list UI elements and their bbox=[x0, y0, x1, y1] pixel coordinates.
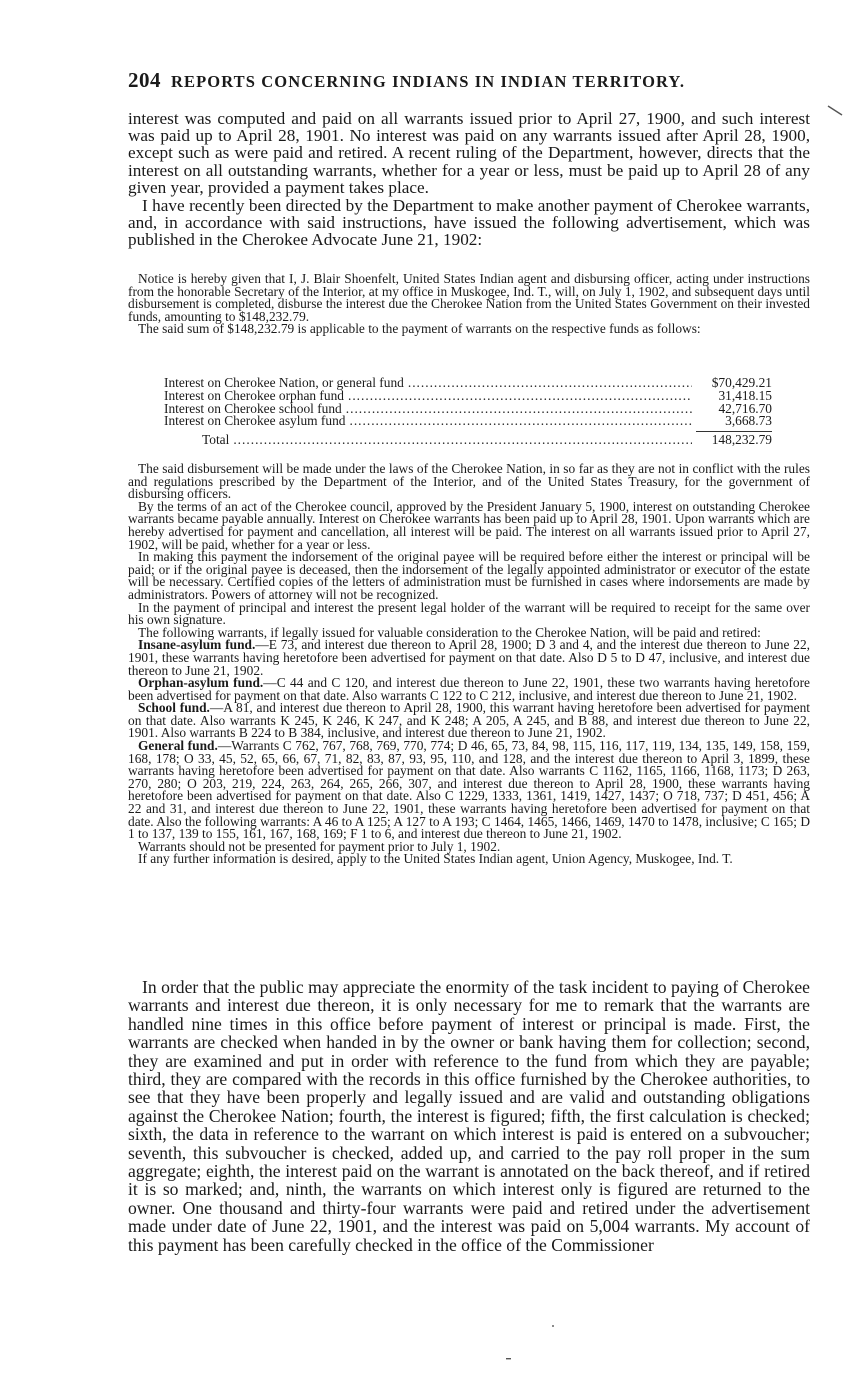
closing-paragraph: In order that the public may appreciate the enormity of the task incident to paying of Cherokee warrants and interest due thereon, it is only necessary for me to remark that the warrants are handled nine times in this office before payment of interest or principal is made. First, the warrants are checked when handed in by the owner or bank having them for collection; second, they are examined and put in order with reference to the fund from which they are payable; third, they are compared with the records in this office furnished by the Cherokee authorities, to see that they have been properly and legally issued and are valid and outstanding obligations against the Cherokee Nation; fourth, the interest is figured; fifth, the first calculation is checked; sixth, the data in reference to the warrant on which interest is paid is entered on a subvoucher; seventh, this subvoucher is checked, added up, and carried to the pay roll proper in the sum aggregate; eighth, the interest paid on the warrant is annotated on the back thereof, and if retired it is so marked; and, ninth, the warrants on which interest only is figured are returned to the owner. One thousand and thirty-four warrants were paid and retired under the advertisement made under date of June 22, 1901, and the interest was paid on 5,004 warrants. My account of this payment has been carefully checked in the office of the Commissioner bbox=[128, 977, 810, 1255]
fund-label: Interest on Cherokee school fund bbox=[164, 400, 342, 416]
intro-paragraph-2: I have recently been directed by the Department to make another payment of Cherokee warrants, and, in accordance with said instructions, have issued the following advertisement, which was published in the Cherokee Advocate June 21, 1902: bbox=[128, 196, 810, 250]
notice-paragraph-7: The following warrants, if legally issued for valuable consideration to the Cherokee Nation, will be paid and retired: bbox=[138, 624, 761, 640]
notice-continuation bbox=[128, 463, 810, 866]
insane-asylum-fund-heading: Insane-asylum fund. bbox=[138, 637, 256, 653]
notice-paragraph-2: The said sum of $148,232.79 is applicable to the payment of warrants on the respective funds as follows: bbox=[138, 321, 701, 337]
intro-text bbox=[128, 110, 810, 249]
notice-paragraph-6: In the payment of principal and interest the present legal holder of the warrant will be required to receipt for the same over his own signature. bbox=[128, 599, 810, 628]
notice-paragraph-5: In making this payment the indorsement of the original payee will be required before either the interest or principal will be paid; or if the original payee is deceased, then the indorsement of the legally appointed administrator or executor of the estate will be necessary. Certified copies of the letters of administration must be furnished in cases where indorsements are made by administrators. Powers of attorney will not be recognized. bbox=[128, 549, 810, 602]
school-fund-heading: School fund. bbox=[138, 700, 210, 716]
fund-amount: 42,716.70 bbox=[718, 400, 772, 416]
fund-amount: $70,429.21 bbox=[711, 375, 772, 390]
general-fund-heading: General fund. bbox=[138, 738, 218, 754]
notice-paragraph-9: If any further information is desired, apply to the United States Indian agent, Union Agency, Muskogee, Ind. T. bbox=[138, 851, 733, 867]
fund-amount: 31,418.15 bbox=[718, 387, 772, 403]
fund-amount: 3,668.73 bbox=[725, 413, 772, 429]
intro-paragraph-1: interest was computed and paid on all warrants issued prior to April 27, 1900, and such interest was paid up to April 28, 1901. No interest was paid on any warrants issued after April 28, 1900, except such as were paid and retired. A recent ruling of the Department, however, directs that the interest on all outstanding warrants, whether for a year or less, must be paid up to April 28 of any given year, provided a payment takes place. bbox=[128, 109, 810, 197]
running-title: REPORTS CONCERNING INDIANS IN INDIAN TERRITORY. bbox=[171, 72, 686, 91]
general-fund-entry: General fund.—Warrants C 762, 767, 768, 769, 770, 774; D 46, 65, 73, 84, 98, 115, 116, 117, 119, 134, 135, 149, 158, 159, 168, 178; O 33, 45, 52, 65, 66, 67, 71, 82, 83, 87, 93, 95, 110, and 128, and the interest due thereon to April 3, 1899, these warrants having heretofore been advertised for payment on that date. Also warrants C 1162, 1165, 1166, 1168, 1173; D 263, 270, 280; O 203, 219, 224, 263, 264, 265, 266, 307, and interest due thereon to April 28, 1900, these warrants having heretofore been advertised for payment on that date. Also C 1229, 1333, 1361, 1419, 1427, 1437; O 718, 737; D 451, 456; A 22 and 31, and interest due thereon to June 22, 1901, these warrants having heretofore been advertised for payment on that date. Also the following warrants: A 46 to A 125; A 127 to A 193; C 1464, 1465, 1466, 1469, 1470 to 1478, inclusive; C 165; D 1 to 137, 139 to 155, 161, 167, 168, 169; F 1 to 6, and interest due thereon to June 21, 1902. bbox=[128, 738, 811, 842]
total-amount: 148,232.79 bbox=[711, 432, 772, 448]
page-number: 204 bbox=[128, 68, 161, 92]
notice-paragraph-8: Warrants should not be presented for payment prior to July 1, 1902. bbox=[138, 838, 501, 854]
scan-speck bbox=[550, 1323, 556, 1329]
insane-asylum-fund-entry: Insane-asylum fund.—E 73, and interest due thereon to April 28, 1900; D 3 and 4, and the interest due thereon to June 22, 1901, these warrants having heretofore been advertised for payment on that date. Also D 5 to D 47, inclusive, and interest due thereon to June 21, 1902. bbox=[128, 637, 810, 678]
fund-label: Interest on Cherokee orphan fund bbox=[164, 387, 344, 403]
notice-paragraph-3: The said disbursement will be made under the laws of the Cherokee Nation, in so far as they are not in conflict with the rules and regulations prescribed by the Department of the Interior, and of the United States Treasury, for the government of disbursing officers. bbox=[128, 461, 810, 502]
fund-total-row bbox=[164, 434, 772, 447]
page-header bbox=[128, 68, 818, 94]
notice-paragraph-4: By the terms of an act of the Cherokee council, approved by the President January 5, 1900, interest on outstanding Cherokee warrants became payable annually. Interest on Cherokee warrants has been paid up to April 28, 1901. Upon warrants which are hereby advertised for payment and cancellation, all interest will be paid. The interest on all warrants issued prior to April 27, 1902, will be paid, whether for a year or less. bbox=[128, 498, 810, 552]
school-fund-entry: School fund.—A 81, and interest due thereon to April 28, 1900, this warrant having heretofore been advertised for payment on that date. Also warrants K 245, K 246, K 247, and K 248; A 205, A 245, and B 88, and interest due thereon to June 22, 1901. Also warrants B 224 to B 384, inclusive, and interest due thereon to June 21, 1902. bbox=[128, 700, 810, 741]
total-label: Total bbox=[202, 432, 230, 448]
orphan-asylum-fund-heading: Orphan-asylum fund. bbox=[138, 675, 264, 691]
fund-label: Interest on Cherokee asylum fund bbox=[164, 413, 346, 429]
scan-speck bbox=[505, 1356, 513, 1362]
fund-table bbox=[164, 377, 772, 447]
notice-paragraph-1: Notice is hereby given that I, J. Blair Shoenfelt, United States Indian agent and disbursing officer, acting under instructions from the honorable Secretary of the Interior, at my office in Muskogee, Ind. T., will, on July 1, 1902, and subsequent days until disbursement is completed, disburse the interest due the Cherokee Nation from the United States Government on their invested funds, amounting to $148,232.79. bbox=[128, 271, 810, 324]
fund-row bbox=[164, 415, 772, 428]
advertisement-notice bbox=[128, 273, 810, 336]
orphan-asylum-fund-entry: Orphan-asylum fund.—C 44 and C 120, and interest due thereon to June 22, 1901, these two warrants having heretofore been advertised for payment on that date. Also warrants C 122 to C 212, inclusive, and interest due thereon to June 21, 1902. bbox=[128, 675, 811, 703]
fund-label: Interest on Cherokee Nation, or general fund bbox=[164, 375, 404, 390]
margin-mark bbox=[826, 104, 846, 118]
closing-text bbox=[128, 978, 810, 1254]
